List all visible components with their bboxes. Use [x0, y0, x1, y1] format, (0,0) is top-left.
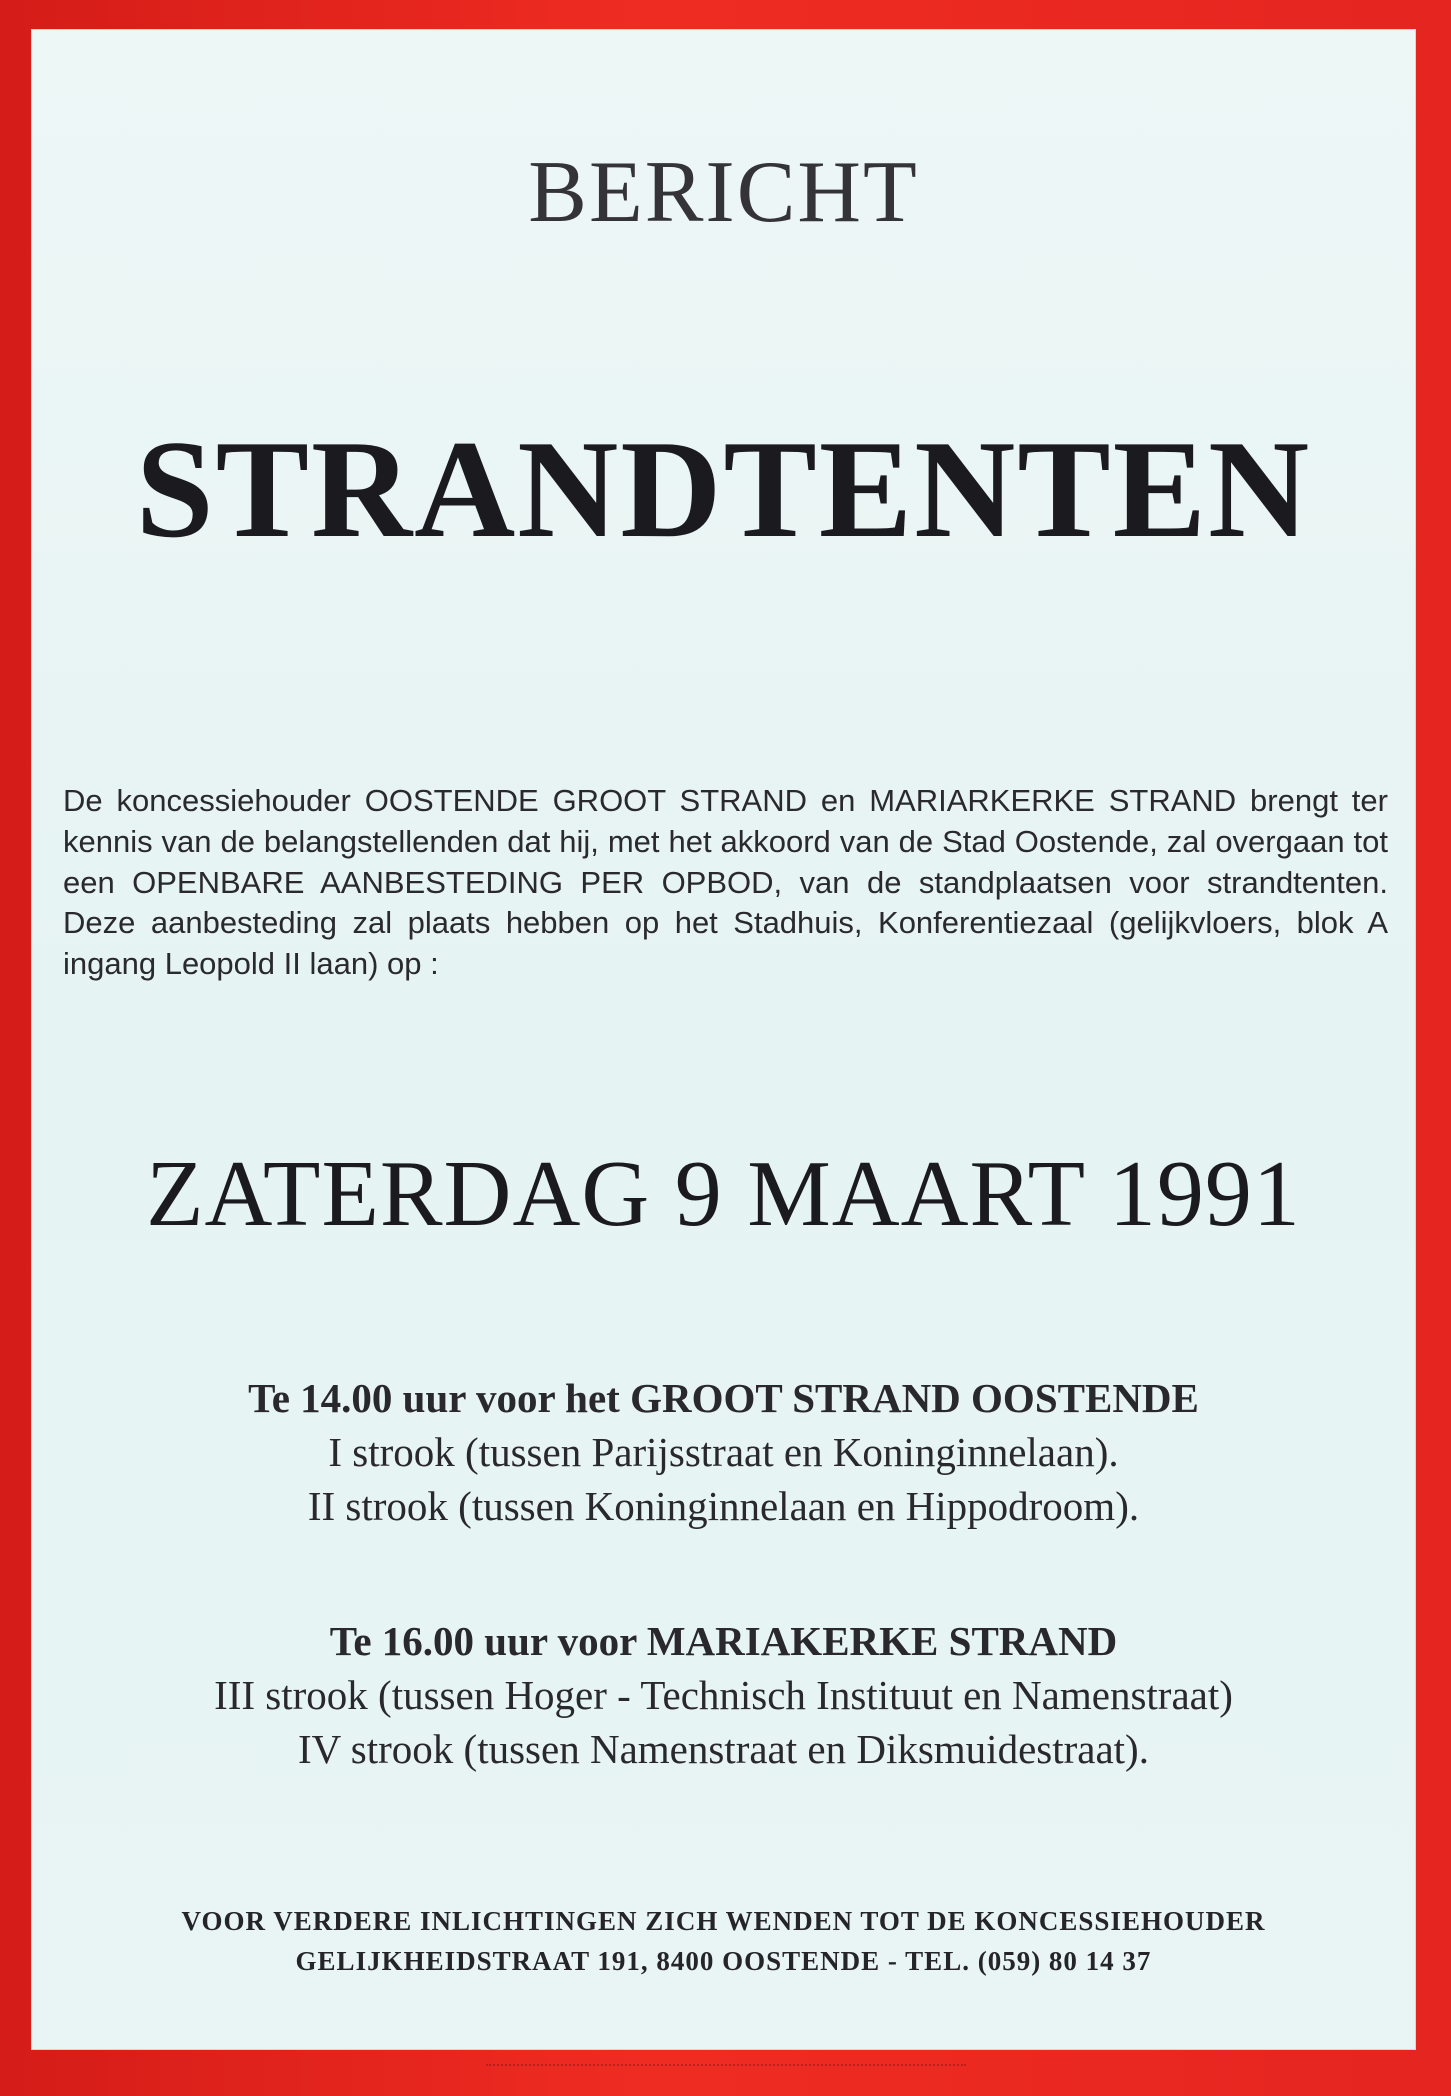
strip-line: III strook (tussen Hoger - Technisch Instituut en Namenstraat)	[214, 1672, 1233, 1718]
contact-footer	[31, 1901, 1416, 1981]
poster-title: BERICHT	[528, 144, 919, 241]
schedule-mariakerke-strand	[31, 1614, 1416, 1776]
schedule-groot-strand	[31, 1371, 1416, 1533]
strip-line: II strook (tussen Koninginnelaan en Hippodroom).	[307, 1483, 1140, 1529]
schedule-heading	[31, 1614, 1416, 1668]
schedule-time-text: Te 14.00 uur voor het	[248, 1375, 631, 1421]
poster-headline: STRANDTENTEN	[135, 412, 1312, 567]
strip-line: IV strook (tussen Namenstraat en Diksmuidestraat).	[298, 1726, 1149, 1772]
announcement-text: De koncessiehouder OOSTENDE GROOT STRAND en MARIARKERKE STRAND brengt ter kennis van de belangstellenden dat hij, met het akkoord van de Stad Oostende, zal overgaan tot een OPENBARE AANBESTEDING PER OPBOD, van de standplaatsen voor strandtenten. Deze aanbesteding zal plaats hebben op het Stadhuis, Konferentiezaal (gelijkvloers, blok A ingang Leopold II laan) op :	[63, 783, 1388, 982]
footer-line: VOOR VERDERE INLICHTINGEN ZICH WENDEN TOT DE KONCESSIEHOUDER	[181, 1906, 1266, 1936]
printer-imprint	[0, 2064, 1451, 2072]
auction-date: ZATERDAG 9 MAART 1991	[146, 1142, 1301, 1246]
poster-sheet	[31, 29, 1416, 2050]
schedule-location: MARIAKERKE STRAND	[646, 1618, 1118, 1664]
schedule-time-text: Te 16.00 uur voor	[329, 1618, 647, 1664]
footer-address: GELIJKHEIDSTRAAT 191, 8400 OOSTENDE - TEL. (059) 80 14 37	[295, 1946, 1152, 1976]
strip-line: I strook (tussen Parijsstraat en Koninginnelaan).	[328, 1429, 1119, 1475]
schedule-location: GROOT STRAND OOSTENDE	[630, 1375, 1199, 1421]
schedule-heading	[31, 1371, 1416, 1425]
